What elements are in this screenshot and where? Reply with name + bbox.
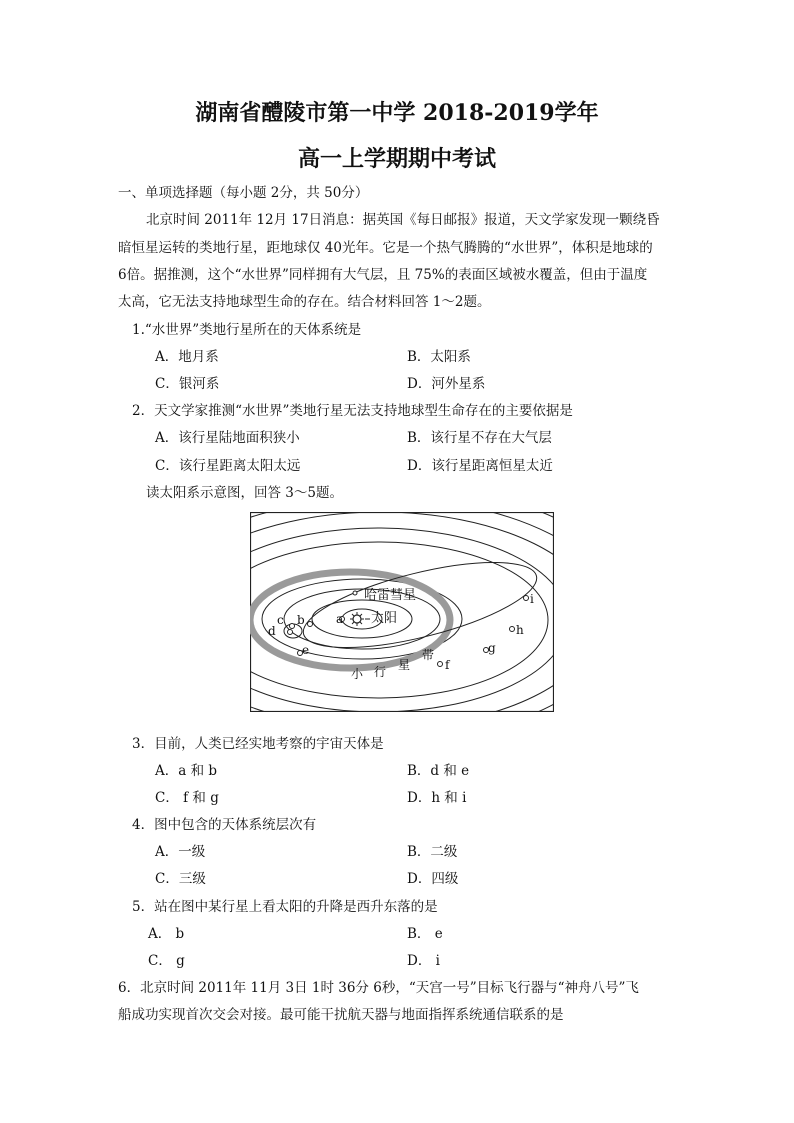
planet-label: f (445, 658, 450, 672)
planet-label: e (302, 643, 310, 657)
belt-label: 星 (398, 658, 411, 672)
option-d: D．h 和 i (407, 790, 467, 806)
option-a: A． b (148, 926, 185, 942)
planet-label: b (297, 613, 305, 627)
planet-label: c (277, 613, 284, 627)
planet-label: i (530, 592, 534, 606)
comet-head (353, 591, 357, 595)
belt-label: 行 (374, 665, 387, 679)
option-d: D． i (407, 953, 440, 969)
option-c: C． g (148, 953, 185, 969)
planet-label: g (488, 641, 496, 655)
option-d: D．该行星距离恒星太近 (407, 458, 553, 474)
planet-label: h (516, 623, 524, 637)
section-heading: 一、单项选择题（每小题 2分，共 50分） (118, 185, 369, 201)
option-b: B．二级 (407, 844, 458, 860)
question-stem: 2．天文学家推测“水世界”类地行星无法支持地球型生命存在的主要依据是 (132, 403, 573, 419)
option-c: C．该行星距离太阳太远 (155, 458, 301, 474)
planet-i (524, 596, 529, 601)
question-stem: 4．图中包含的天体系统层次有 (132, 817, 317, 833)
comet-label: 哈雷彗星 (364, 588, 417, 603)
planet-d (288, 630, 293, 635)
material-line: 太高，它无法支持地球型生命的存在。结合材料回答 1～2题。 (118, 294, 491, 310)
question-stem: 6．北京时间 2011年 11月 3日 1时 36分 6秒，“天宫一号”目标飞行器与“神舟八号”飞 (118, 980, 639, 996)
option-c: C．三级 (155, 871, 206, 887)
material-line: 北京时间 2011年 12月 17日消息：据英国《每日邮报》报道，天文学家发现一颗绕昏 (146, 212, 660, 228)
option-d: D．河外星系 (407, 376, 486, 392)
option-b: B．太阳系 (407, 349, 471, 365)
planet-label: d (268, 624, 276, 638)
planet-h (510, 627, 515, 632)
option-a: A．一级 (155, 844, 206, 860)
option-d: D．四级 (407, 871, 459, 887)
material-line: 6倍。据推测，这个“水世界”同样拥有大气层，且 75%的表面区域被水覆盖，但由于温度 (118, 267, 648, 283)
sun-label: 太阳 (371, 611, 398, 626)
question-stem: 1.“水世界”类地行星所在的天体系统是 (132, 322, 362, 338)
planet-b (308, 622, 313, 627)
question-stem: 5．站在图中某行星上看太阳的升降是西升东落的是 (132, 899, 438, 915)
question-stem-cont: 船成功实现首次交会对接。最可能干扰航天器与地面指挥系统通信联系的是 (118, 1007, 564, 1023)
belt-label: 带 (422, 648, 435, 662)
option-a: A．a 和 b (155, 763, 218, 779)
planet-c (290, 624, 295, 629)
material-line: 暗恒星运转的类地行星，距地球仅 40光年。它是一个热气腾腾的“水世界”，体积是地球的 (118, 240, 653, 256)
question-stem: 3．目前，人类已经实地考察的宇宙天体是 (132, 736, 384, 752)
planet-f (438, 662, 443, 667)
solar-system-diagram (250, 512, 554, 712)
option-b: B．该行星不存在大气层 (407, 430, 552, 446)
option-a: A．该行星陆地面积狭小 (155, 430, 300, 446)
option-c: C．银河系 (155, 376, 220, 392)
map-instruction: 读太阳系示意图，回答 3～5题。 (146, 485, 343, 501)
option-b: B．d 和 e (407, 763, 470, 779)
planet-label: a (336, 612, 344, 626)
page-title: 湖南省醴陵市第一中学 2018-2019学年 (195, 100, 599, 126)
option-a: A．地月系 (155, 349, 219, 365)
option-c: C． f 和 g (155, 790, 219, 806)
page-subtitle: 高一上学期期中考试 (297, 146, 496, 172)
belt-label: 小 (351, 667, 364, 681)
option-b: B． e (407, 926, 443, 942)
